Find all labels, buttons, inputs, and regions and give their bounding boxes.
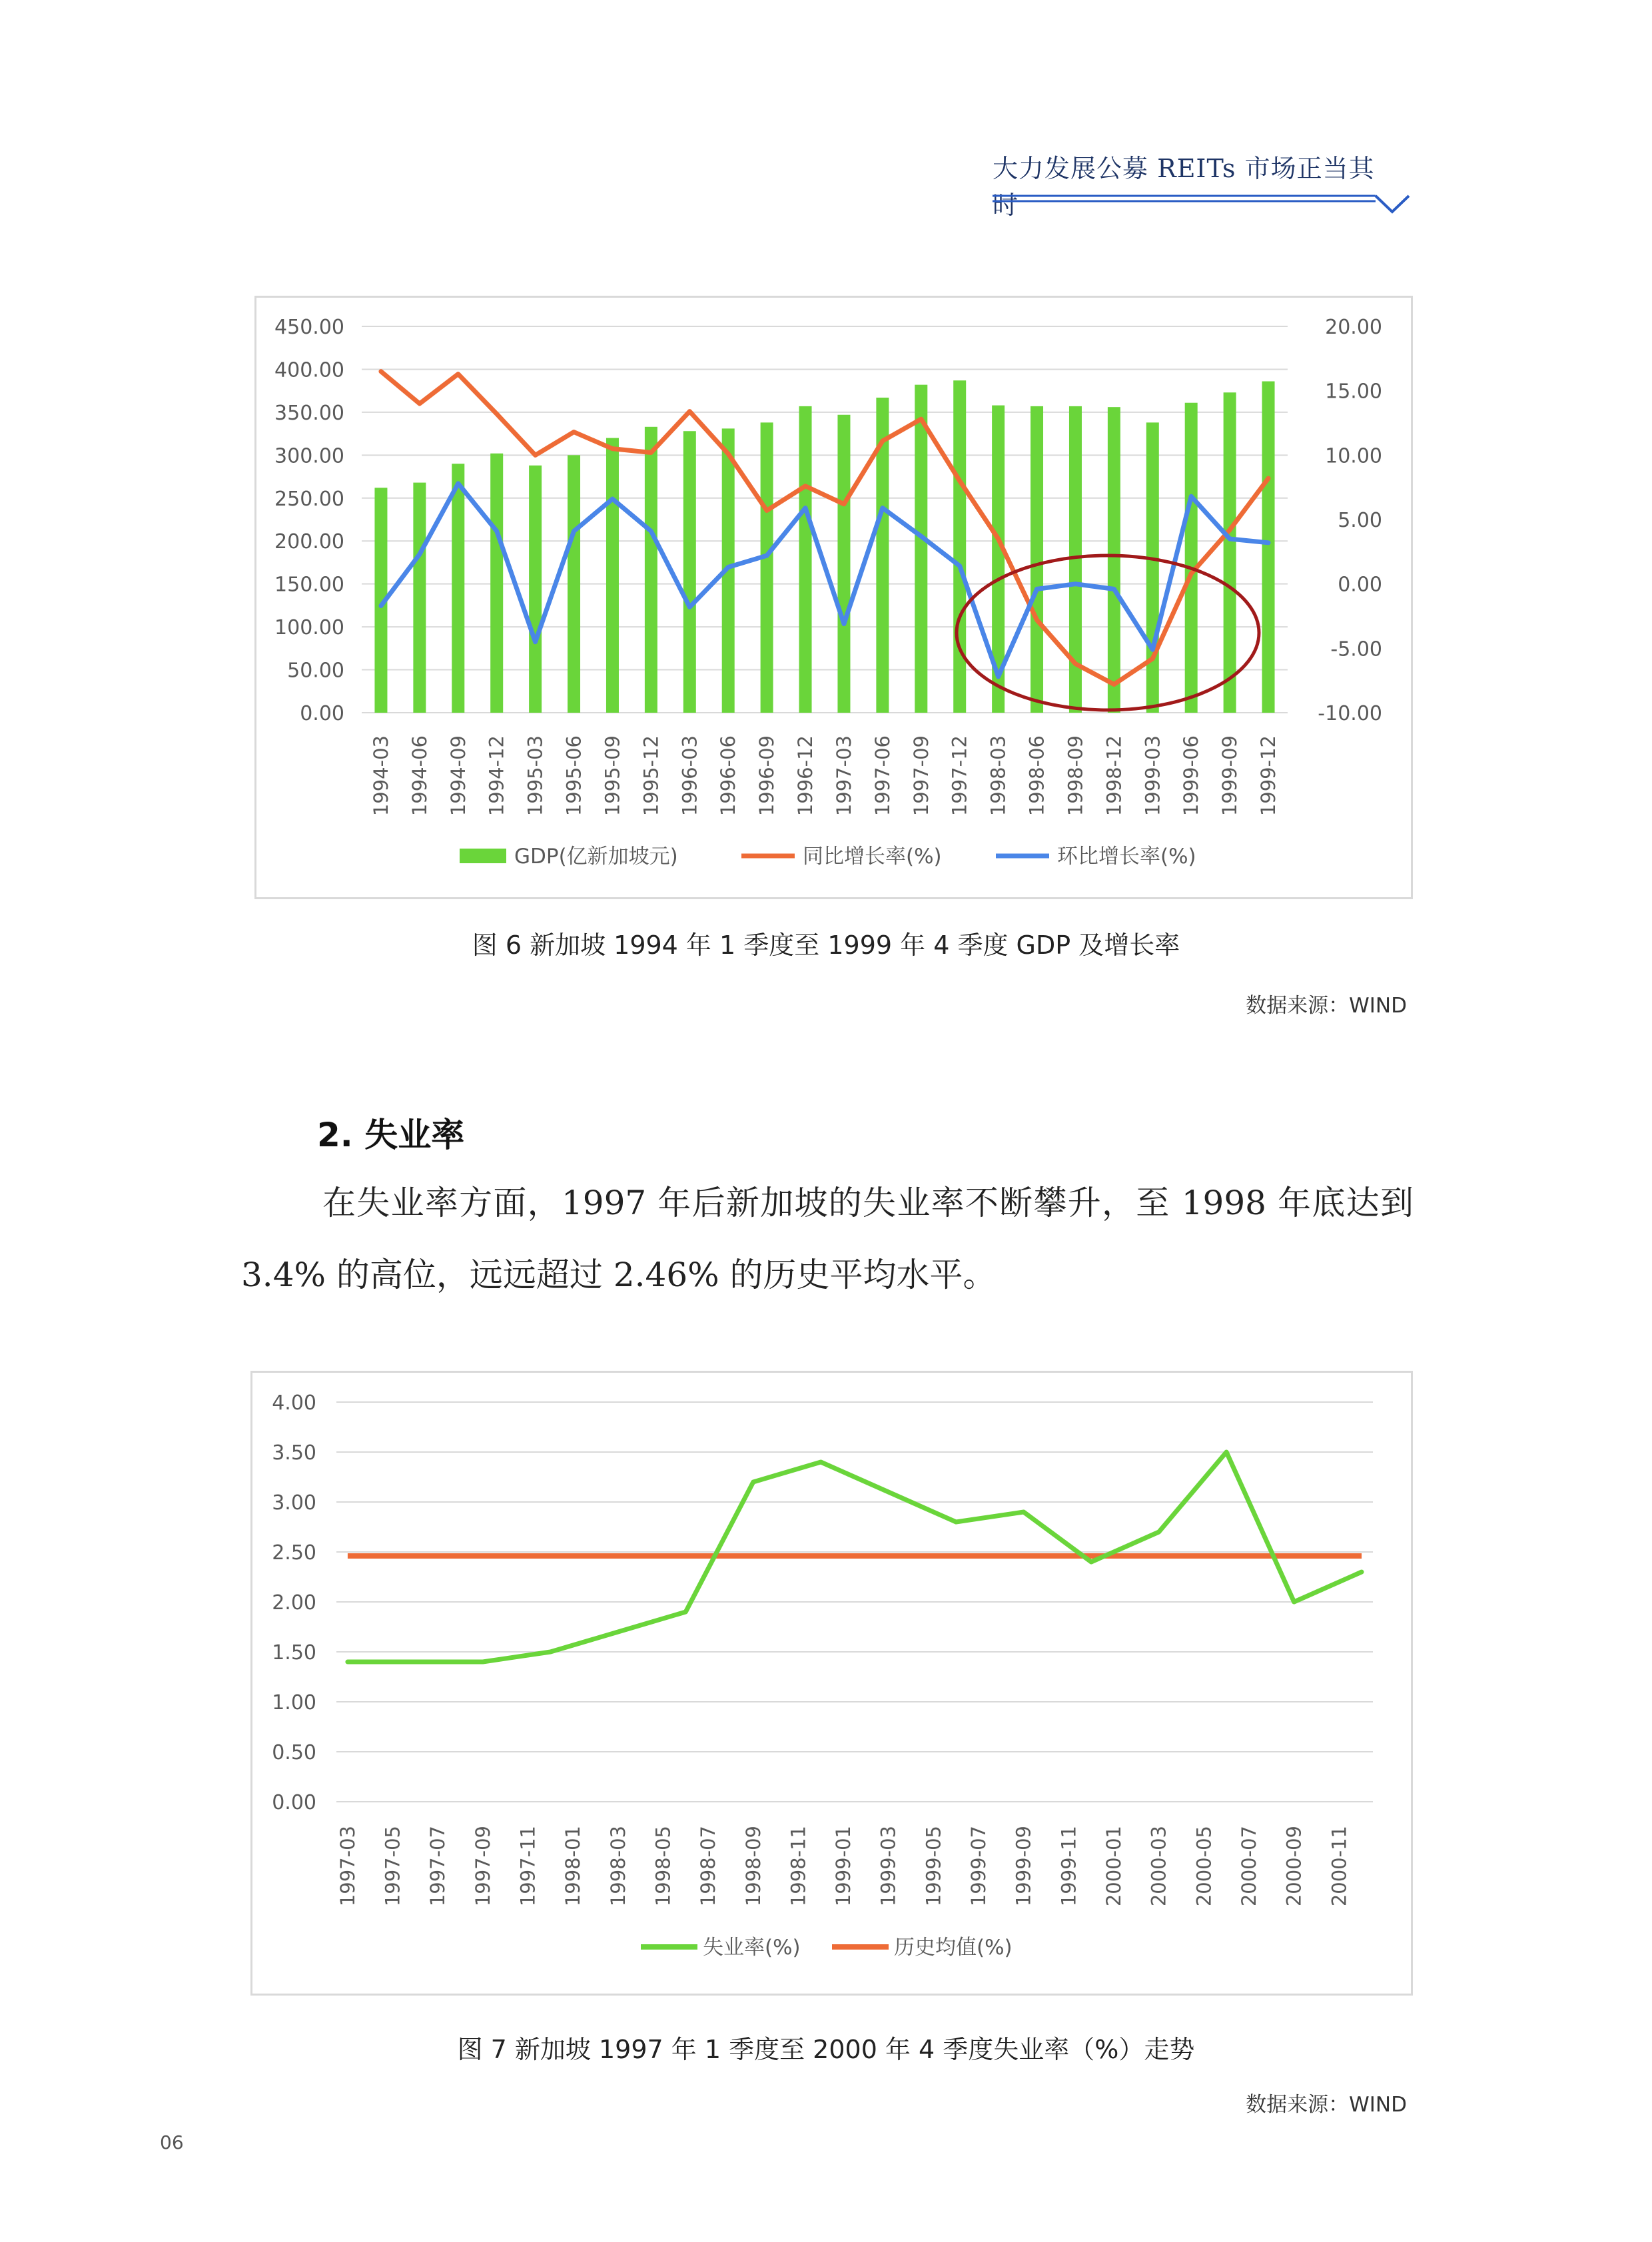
x-axis-tick-label: 1998-09 <box>741 1826 765 1907</box>
legend-label: GDP(亿新加坡元) <box>514 845 678 869</box>
x-axis-tick-label: 1997-05 <box>381 1826 404 1907</box>
x-axis-tick-label: 1997-03 <box>336 1826 359 1907</box>
gdp-bar <box>953 380 966 713</box>
gdp-bar <box>490 454 503 713</box>
x-axis-tick-label: 1999-09 <box>1012 1826 1035 1907</box>
left-axis-tick-label: 200.00 <box>274 530 344 554</box>
y-axis-tick-label: 2.00 <box>272 1591 316 1615</box>
x-axis-tick-label: 1997-09 <box>909 735 933 817</box>
x-axis-tick-label: 1999-01 <box>832 1826 855 1907</box>
qoq-growth-line <box>381 484 1268 677</box>
y-axis-tick-label: 1.00 <box>272 1691 316 1714</box>
legend-label: 环比增长率(%) <box>1057 845 1196 869</box>
gdp-bar <box>799 406 812 713</box>
x-axis-tick-label: 1997-09 <box>471 1826 494 1907</box>
right-axis-tick-label: 10.00 <box>1325 444 1382 468</box>
gdp-bar <box>568 455 580 713</box>
right-axis-tick-label: -10.00 <box>1318 702 1382 725</box>
page-number: 06 <box>160 2131 184 2153</box>
gdp-bar <box>1108 407 1120 713</box>
x-axis-tick-label: 1995-03 <box>524 735 547 817</box>
gdp-bar <box>645 427 657 713</box>
x-axis-tick-label: 1997-12 <box>948 735 971 817</box>
x-axis-tick-label: 1998-06 <box>1025 735 1048 817</box>
x-axis-tick-label: 1996-03 <box>678 735 701 817</box>
x-axis-tick-label: 1999-11 <box>1057 1826 1080 1907</box>
right-axis-tick-label: -5.00 <box>1330 637 1382 661</box>
gdp-bar <box>761 422 773 713</box>
gdp-bar <box>1031 406 1043 713</box>
y-axis-tick-label: 0.00 <box>272 1791 316 1814</box>
gdp-bar <box>1262 381 1275 713</box>
x-axis-tick-label: 1999-12 <box>1257 735 1280 817</box>
x-axis-tick-label: 2000-01 <box>1102 1826 1125 1907</box>
left-axis-tick-label: 150.00 <box>274 573 344 597</box>
x-axis-tick-label: 1998-12 <box>1102 735 1126 817</box>
y-axis-tick-label: 4.00 <box>272 1391 316 1415</box>
x-axis-tick-label: 1996-09 <box>755 735 779 817</box>
gdp-bar <box>915 385 927 713</box>
header-rule <box>993 185 1412 218</box>
x-axis-tick-label: 1995-06 <box>562 735 586 817</box>
left-axis-tick-label: 250.00 <box>274 487 344 511</box>
gdp-bar <box>413 483 426 713</box>
x-axis-tick-label: 1998-05 <box>651 1826 675 1907</box>
y-axis-tick-label: 2.50 <box>272 1541 316 1565</box>
body-paragraph <box>241 1167 1414 1311</box>
figure-7-chart <box>250 1371 1413 1996</box>
x-axis-tick-label: 1994-06 <box>408 735 431 817</box>
left-axis-tick-label: 0.00 <box>300 702 344 725</box>
x-axis-tick-label: 1996-06 <box>717 735 740 817</box>
section-title: 2. 失业率 <box>317 1116 465 1154</box>
gdp-bar <box>837 415 850 713</box>
x-axis-tick-label: 1998-03 <box>987 735 1010 817</box>
legend-label: 历史均值(%) <box>894 1936 1013 1960</box>
left-axis-tick-label: 350.00 <box>274 401 344 425</box>
right-axis-tick-label: 0.00 <box>1338 573 1382 597</box>
paragraph-text: 在失业率方面，1997 年后新加坡的失业率不断攀升，至 1998 年底达到 3.4% 的高位，远远超过 2.46% 的历史平均水平。 <box>241 1184 1414 1294</box>
gdp-bar <box>1146 422 1159 713</box>
gdp-bar <box>452 464 464 713</box>
x-axis-tick-label: 1994-09 <box>446 735 470 817</box>
running-header-title: 大力发展公募 REITs 市场正当其时 <box>993 154 1375 220</box>
x-axis-tick-label: 1999-03 <box>877 1826 900 1907</box>
right-axis-tick-label: 15.00 <box>1325 380 1382 404</box>
figure-6-source: 数据来源：WIND <box>1246 994 1407 1018</box>
x-axis-tick-label: 1999-05 <box>922 1826 945 1907</box>
legend-label: 同比增长率(%) <box>803 845 942 869</box>
x-axis-tick-label: 2000-11 <box>1328 1826 1351 1907</box>
x-axis-tick-label: 1997-11 <box>516 1826 540 1907</box>
x-axis-tick-label: 1995-12 <box>639 735 663 817</box>
y-axis-tick-label: 3.00 <box>272 1491 316 1515</box>
x-axis-tick-label: 1997-03 <box>832 735 855 817</box>
legend-label: 失业率(%) <box>703 1936 801 1960</box>
figure-7-source: 数据来源：WIND <box>1246 2093 1407 2117</box>
left-axis-tick-label: 450.00 <box>274 316 344 339</box>
y-axis-tick-label: 1.50 <box>272 1641 316 1665</box>
figure-6-svg <box>256 298 1411 897</box>
legend-swatch-gdp <box>460 849 506 863</box>
x-axis-tick-label: 2000-09 <box>1282 1826 1306 1907</box>
x-axis-tick-label: 1994-12 <box>485 735 508 817</box>
figure-6-caption: 图 6 新加坡 1994 年 1 季度至 1999 年 4 季度 GDP 及增长率 <box>472 931 1180 960</box>
left-axis-tick-label: 400.00 <box>274 358 344 382</box>
x-axis-tick-label: 1998-07 <box>697 1826 720 1907</box>
right-axis-tick-label: 20.00 <box>1325 316 1382 339</box>
x-axis-tick-label: 1998-01 <box>562 1826 585 1907</box>
x-axis-tick-label: 1999-03 <box>1141 735 1164 817</box>
x-axis-tick-label: 1999-07 <box>967 1826 991 1907</box>
x-axis-tick-label: 1994-03 <box>369 735 392 817</box>
figure-7-caption: 图 7 新加坡 1997 年 1 季度至 2000 年 4 季度失业率（%）走势 <box>457 2035 1195 2064</box>
x-axis-tick-label: 2000-03 <box>1147 1826 1170 1907</box>
x-axis-tick-label: 1996-12 <box>794 735 817 817</box>
gdp-bar <box>1224 392 1236 713</box>
gdp-bar <box>529 466 542 713</box>
x-axis-tick-label: 2000-05 <box>1192 1826 1216 1907</box>
right-axis-tick-label: 5.00 <box>1338 509 1382 532</box>
left-axis-tick-label: 100.00 <box>274 616 344 640</box>
x-axis-tick-label: 1995-09 <box>601 735 624 817</box>
x-axis-tick-label: 1998-03 <box>606 1826 629 1907</box>
figure-7-svg <box>252 1373 1411 1994</box>
y-axis-tick-label: 3.50 <box>272 1441 316 1465</box>
gdp-bar <box>683 431 696 713</box>
x-axis-tick-label: 1998-09 <box>1064 735 1087 817</box>
x-axis-tick-label: 1999-09 <box>1218 735 1242 817</box>
x-axis-tick-label: 2000-07 <box>1237 1826 1260 1907</box>
y-axis-tick-label: 0.50 <box>272 1741 316 1764</box>
left-axis-tick-label: 300.00 <box>274 444 344 468</box>
figure-6-chart <box>254 296 1413 899</box>
x-axis-tick-label: 1997-07 <box>426 1826 450 1907</box>
gdp-bar <box>1185 403 1198 713</box>
gdp-bar <box>606 438 619 713</box>
x-axis-tick-label: 1999-06 <box>1180 735 1203 817</box>
yoy-growth-line <box>381 372 1268 685</box>
x-axis-tick-label: 1998-11 <box>787 1826 810 1907</box>
left-axis-tick-label: 50.00 <box>287 659 344 683</box>
x-axis-tick-label: 1997-06 <box>871 735 894 817</box>
